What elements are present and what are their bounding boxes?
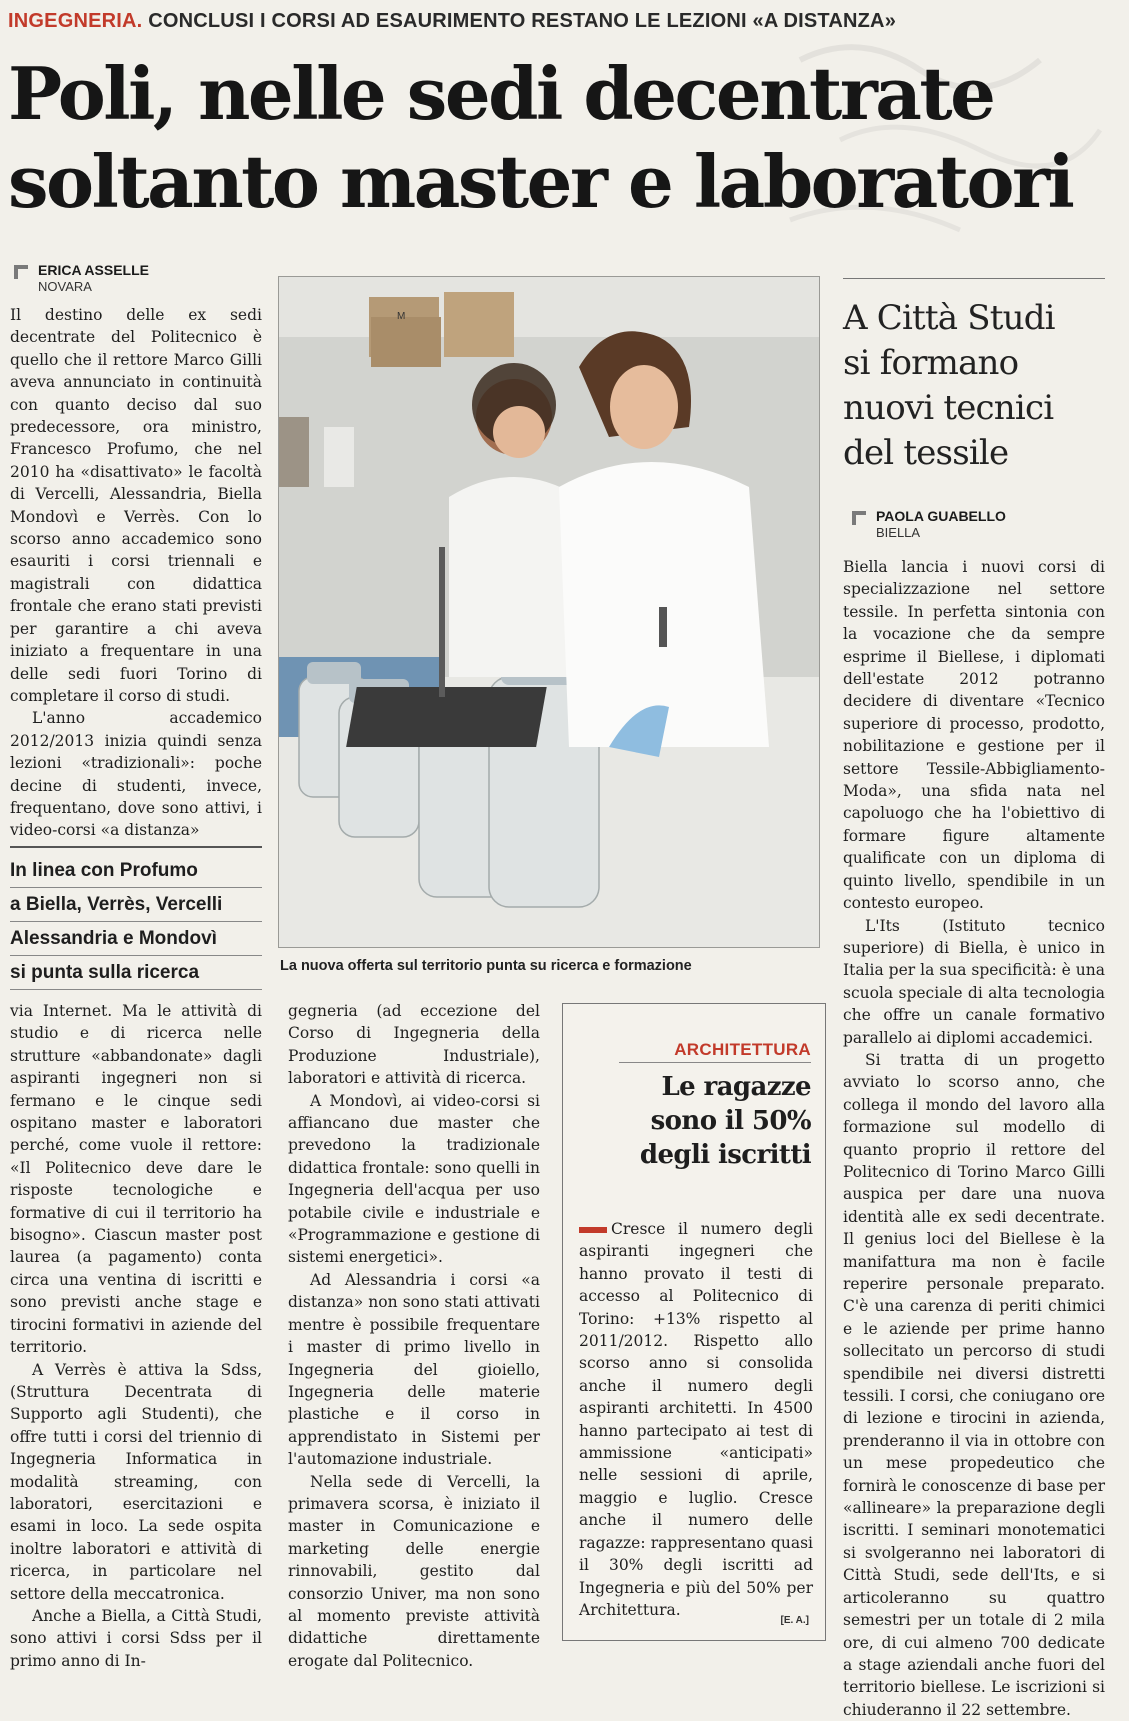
sidebar-paragraph: Biella lancia i nuovi corsi di specializzazione nel settore tessile. In perfetta sintonia con la vocazione che da sempre esprime il Biellese, i diplomati dell'estate 2012 potranno decidere di diventare «Tecnico superiore di processo, prodotto, nobilitazione e gestione per il settore Tessile-Abbigliamento-Moda», una sfida nata nel capoluogo che ha l'obiettivo di formare figure altamente qualificate con un diploma di quinto livello, spendibile in un contesto europeo. <box>843 558 1105 913</box>
sidebar-paragraph: Si tratta di un progetto avviato lo scorso anno, che collega il mondo del lavoro alla formazione sul modello di quanto proprio il rettore del Politecnico di Torino Marco Gilli auspica per dare una nuova identità alle ex sedi decentrate. Il genius loci del Biellese è la manifattura ma non è facile reperire personale preparato. C'è una carenza di periti chimici e le aziende per prime hanno sollecitato un percorso di studi spendibile nei diversi distretti tessili. I corsi, che coniugano ore di lezione e tirocini in azienda, prenderanno il via in ottobre con un mese propedeutico che fornirà le conoscenze di base per «allineare» la preparazione degli iscritti. I seminari monotematici si svolgeranno nei laboratori di Città Studi, sede dell'Its, e si articoleranno su quattro semestri per un totale di 2 mila ore, di cui almeno 700 dedicate a stage aziendali anche fuori del territorio biellese. Le iscrizioni si chiuderanno il 22 settembre. <box>843 1050 1105 1719</box>
kicker-text: CONCLUSI I CORSI AD ESAURIMENTO RESTANO LE LEZIONI «A DISTANZA» <box>148 10 897 32</box>
headline <box>8 50 1108 226</box>
byline-place: NOVARA <box>38 279 92 294</box>
sidebar-byline <box>852 508 1092 544</box>
article-paragraph: Ad Alessandria i corsi «a distanza» non sono stati attivati mentre è possibile frequentare i master di primo livello in Ingegneria del gioiello, Ingegneria delle materie plastiche e il corso in apprendistato in Sistemi per l'automazione industriale. <box>288 1270 540 1469</box>
sidebar-title-line: si formano <box>843 343 1019 383</box>
box-title-line: degli iscritti <box>639 1140 811 1170</box>
sidebar-title <box>843 296 1105 476</box>
byline-place: BIELLA <box>876 525 921 540</box>
pullquote-top-rule <box>10 846 262 848</box>
lab-photo-illustration <box>279 277 819 947</box>
box-paragraph: Cresce il numero degli aspiranti ingegneri che hanno provato il testi di accesso al Politecnico di Torino: +13% rispetto al 2011/2012. Rispetto allo scorso anno si consolida anche il numero degli aspiranti architetti. In 4500 hanno partecipato ai test di ammissione «anticipati» nelle sessioni di aprile, maggio e luglio. Cresce anche il numero delle ragazze: rappresentano quasi il 30% degli iscritti ad Ingegneria e più del 50% per Architettura. <box>579 1220 813 1619</box>
headline-line-1: Poli, nelle sedi decentrate <box>8 51 994 136</box>
box-marker-icon <box>579 1227 607 1233</box>
article-paragraph: A Verrès è attiva la Sdss, (Struttura Decentrata di Supporto agli Studenti), che offre tutti i corsi del triennio di Ingegneria Informatica in modalità streaming, con laboratori, esercitazioni e esami in loco. La sede ospita inoltre laboratori e attività di ricerca, in particolare nel settore della meccatronica. <box>10 1360 262 1603</box>
article-paragraph: Anche a Biella, a Città Studi, sono attivi i corsi Sdss per il primo anno di In- <box>10 1606 262 1670</box>
photo-caption: La nuova offerta sul territorio punta su ricerca e formazione <box>280 958 692 974</box>
article-column-2 <box>288 1000 540 1670</box>
architettura-box <box>562 1003 826 1641</box>
sidebar-paragraph: L'Its (Istituto tecnico superiore) di Biella, è unico in Italia per la sua specificità: è una scuola speciale di alta tecnologia che offre un canale formativo parallelo ai diplomi accademici. <box>843 916 1105 1047</box>
byline-marker-icon-top <box>852 511 866 515</box>
pullquote <box>10 854 262 990</box>
lab-photo <box>278 276 820 948</box>
article-column-1-upper <box>10 304 262 840</box>
article-paragraph: L'anno accademico 2012/2013 inizia quindi senza lezioni «tradizionali»: poche decine di studenti, invece, frequentano, dove sono attivi, i video-corsi «a distanza» <box>10 709 262 840</box>
sidebar-title-line: nuovi tecnici <box>843 388 1054 428</box>
pullquote-line: a Biella, Verrès, Vercelli <box>10 888 262 922</box>
article-paragraph: A Mondovì, ai video-corsi si affiancano due master che prevedono la tradizionale didattica frontale: sono quelli in Ingegneria dell'acqua per uso potabile civile e industriale e «Programmazione e gestione di sistemi energetici». <box>288 1091 540 1267</box>
box-initials: [E. A.] <box>780 1615 809 1626</box>
box-title-line: sono il 50% <box>650 1106 811 1136</box>
byline-name: PAOLA GUABELLO <box>876 508 1006 524</box>
box-tag-rule <box>619 1062 811 1063</box>
byline-name: ERICA ASSELLE <box>38 262 149 278</box>
sidebar-article <box>843 556 1105 1719</box>
byline-marker-icon-top <box>14 265 28 269</box>
box-title <box>571 1070 811 1172</box>
pullquote-line: In linea con Profumo <box>10 854 262 888</box>
headline-line-2: soltanto master e laboratori <box>8 139 1073 224</box>
box-label: M <box>397 311 406 322</box>
pullquote-line: Alessandria e Mondovì <box>10 922 262 956</box>
main-byline <box>14 262 254 298</box>
pullquote-line: si punta sulla ricerca <box>10 956 262 990</box>
box-text <box>579 1218 813 1628</box>
sidebar-top-rule <box>843 278 1105 279</box>
article-paragraph: Nella sede di Vercelli, la primavera scorsa, è iniziato il master in Comunicazione e marketing delle energie rinnovabili, gestito dal consorzio Univer, ma non sono al momento previste attività didattiche direttamente erogate dal Politecnico. <box>288 1472 540 1670</box>
article-paragraph: via Internet. Ma le attività di studio e di ricerca nelle strutture «abbandonate» dagli aspiranti ingegneri non si fermano e le cinque sedi ospitano master e laboratori perché, come vuole il rettore: «Il Politecnico deve dare le risposte tecnologiche e formative di cui il territorio ha bisogno». Ciascun master post laurea (a pagamento) conta circa una ventina di iscritti e sono previsti anche stage e tirocini formativi in aziende del territorio. <box>10 1002 262 1357</box>
kicker-section: INGEGNERIA. <box>8 10 143 32</box>
sidebar-title-line: A Città Studi <box>843 298 1055 338</box>
sidebar-title-line: del tessile <box>843 433 1009 473</box>
box-section-tag: ARCHITETTURA <box>674 1040 811 1059</box>
article-paragraph: Il destino delle ex sedi decentrate del Politecnico è quello che il rettore Marco Gilli aveva annunciato in continuità con quanto deciso dal suo predecessore, ora ministro, Francesco Profumo, che nel 2010 ha «disattivato» le facoltà di Vercelli, Alessandria, Biella Mondovì e Verrès. Con lo scorso anno accademico sono esauriti i corsi triennali e magistrali con didattica frontale che erano stati previsti per garantire a chi aveva iniziato a frequentare in una delle sedi fuori Torino di completare il corso di studi. <box>10 306 262 705</box>
box-title-line: Le ragazze <box>661 1072 811 1102</box>
article-paragraph: gegneria (ad eccezione del Corso di Ingegneria della Produzione Industriale), laboratori e attività di ricerca. <box>288 1002 540 1088</box>
article-column-1-lower <box>10 1000 262 1670</box>
kicker <box>8 10 1108 33</box>
